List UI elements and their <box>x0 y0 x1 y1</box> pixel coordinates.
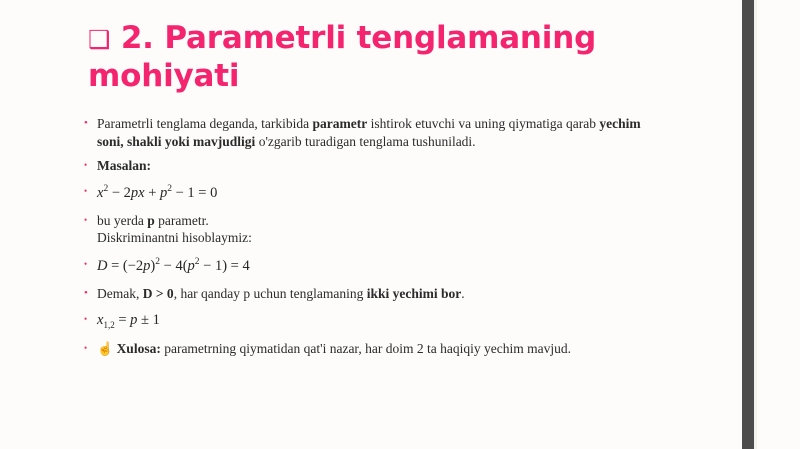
bullet-conclusion-d <box>84 285 664 302</box>
bullet-dot-icon: • <box>84 286 88 299</box>
bullet-dot-icon: • <box>84 160 88 171</box>
bullet-equation-3 <box>84 311 664 332</box>
parameter-note-text: bu yerda p parametr. Diskriminantni hisoblaymiz: <box>97 212 252 246</box>
summary-text <box>97 340 664 358</box>
equation-3-text: $x_{1,2} = p \pm 1$ <box>97 311 160 330</box>
bullet-dot-icon: • <box>84 214 88 225</box>
title-marker-icon: ❑ <box>88 25 111 54</box>
bullet-equation-2 <box>84 256 664 276</box>
bullet-dot-icon: • <box>84 258 88 269</box>
title-text: 2. Parametrli tenglamaning mohiyati <box>88 20 597 94</box>
conclusion-d-text: Demak, D > 0, har qanday p uchun tenglamaning ikki yechimi bor. <box>97 285 465 301</box>
equation-2-text: $D = (-2p)^2 - 4(p^2 - 1) = 4$ <box>97 256 250 274</box>
equation-1-text: $x^2 - 2px + p^2 - 1 = 0$ <box>97 184 218 201</box>
slide-decoration-band <box>742 0 800 449</box>
slide-title <box>88 20 708 96</box>
slide-body <box>84 115 664 365</box>
decoration-stripe-light <box>754 0 757 449</box>
example-label-text: Masalan: <box>97 158 151 174</box>
bullet-parameter-note <box>84 212 664 247</box>
bullet-equation-1 <box>84 183 664 203</box>
bullet-definition <box>84 115 664 150</box>
pointing-hand-icon: ☝ <box>97 341 114 357</box>
bullet-dot-icon: • <box>84 343 88 354</box>
decoration-stripe-dark <box>742 0 754 449</box>
definition-text: Parametrli tenglama deganda, tarkibida parametr ishtirok etuvchi va uning qiymatiga qarab yechim soni, shakli yoki mavjudligi o'zgarib turadigan tenglama tushuniladi. <box>97 116 641 149</box>
bullet-dot-icon: • <box>84 117 88 129</box>
bullet-summary <box>84 340 664 358</box>
bullet-dot-icon: • <box>84 313 88 324</box>
bullet-example-label <box>84 157 664 174</box>
summary-body: Xulosa: parametrning qiymatidan qat'i nazar, har doim 2 ta haqiqiy yechim mavjud. <box>116 341 571 357</box>
bullet-dot-icon: • <box>84 186 88 197</box>
